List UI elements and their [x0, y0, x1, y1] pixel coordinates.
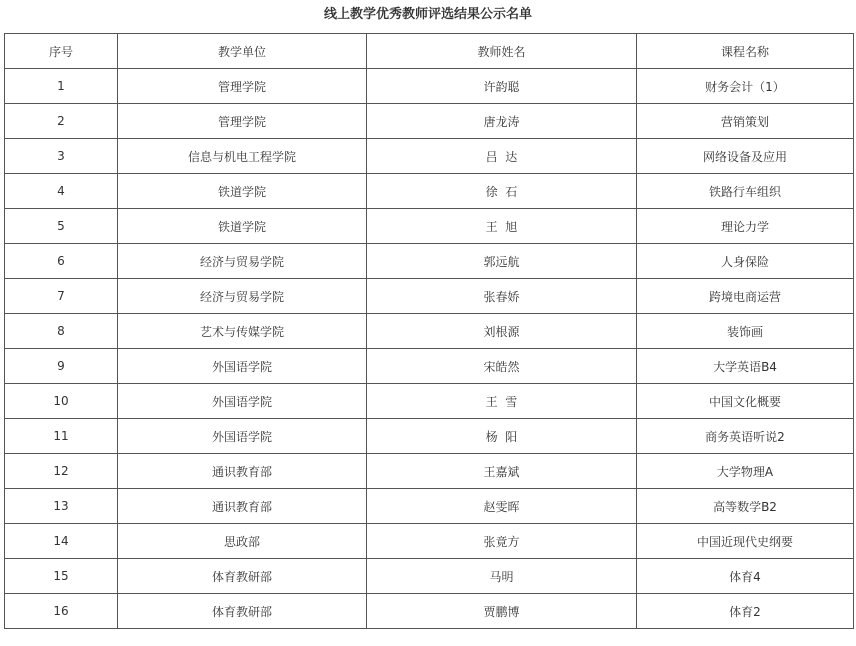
table-header-row [5, 34, 854, 69]
cell-teacher: 王 旭 [367, 209, 637, 244]
cell-course: 人身保险 [637, 244, 854, 279]
cell-index: 13 [5, 489, 118, 524]
cell-department: 铁道学院 [118, 174, 367, 209]
cell-course: 财务会计（1） [637, 69, 854, 104]
cell-index: 10 [5, 384, 118, 419]
header-teacher: 教师姓名 [367, 34, 637, 69]
cell-teacher: 刘根源 [367, 314, 637, 349]
table-row [5, 594, 854, 629]
cell-teacher: 贾鹏博 [367, 594, 637, 629]
results-table [4, 33, 854, 629]
cell-teacher: 赵雯晖 [367, 489, 637, 524]
cell-department: 信息与机电工程学院 [118, 139, 367, 174]
cell-teacher: 张春娇 [367, 279, 637, 314]
cell-teacher: 王嘉斌 [367, 454, 637, 489]
cell-course: 中国文化概要 [637, 384, 854, 419]
cell-department: 经济与贸易学院 [118, 244, 367, 279]
cell-index: 12 [5, 454, 118, 489]
table-row [5, 139, 854, 174]
cell-course: 中国近现代史纲要 [637, 524, 854, 559]
cell-teacher: 唐龙涛 [367, 104, 637, 139]
table-row [5, 314, 854, 349]
table-row [5, 454, 854, 489]
cell-course: 商务英语听说2 [637, 419, 854, 454]
cell-course: 高等数学B2 [637, 489, 854, 524]
cell-course: 网络设备及应用 [637, 139, 854, 174]
cell-course: 大学物理A [637, 454, 854, 489]
cell-department: 管理学院 [118, 104, 367, 139]
cell-index: 8 [5, 314, 118, 349]
cell-index: 11 [5, 419, 118, 454]
cell-teacher: 宋皓然 [367, 349, 637, 384]
cell-course: 营销策划 [637, 104, 854, 139]
table-row [5, 489, 854, 524]
table-row [5, 384, 854, 419]
cell-index: 4 [5, 174, 118, 209]
cell-department: 思政部 [118, 524, 367, 559]
table-row [5, 559, 854, 594]
cell-teacher: 徐 石 [367, 174, 637, 209]
cell-department: 管理学院 [118, 69, 367, 104]
cell-index: 15 [5, 559, 118, 594]
cell-department: 体育教研部 [118, 594, 367, 629]
cell-teacher: 郭远航 [367, 244, 637, 279]
table-row [5, 419, 854, 454]
cell-index: 7 [5, 279, 118, 314]
cell-department: 铁道学院 [118, 209, 367, 244]
cell-course: 跨境电商运营 [637, 279, 854, 314]
cell-department: 艺术与传媒学院 [118, 314, 367, 349]
table-row [5, 69, 854, 104]
cell-course: 体育4 [637, 559, 854, 594]
table-row [5, 104, 854, 139]
cell-teacher: 王 雪 [367, 384, 637, 419]
header-course: 课程名称 [637, 34, 854, 69]
cell-course: 铁路行车组织 [637, 174, 854, 209]
table-row [5, 244, 854, 279]
cell-department: 体育教研部 [118, 559, 367, 594]
cell-course: 理论力学 [637, 209, 854, 244]
cell-teacher: 吕 达 [367, 139, 637, 174]
table-row [5, 174, 854, 209]
cell-department: 通识教育部 [118, 454, 367, 489]
cell-index: 5 [5, 209, 118, 244]
cell-teacher: 马明 [367, 559, 637, 594]
cell-index: 6 [5, 244, 118, 279]
cell-teacher: 许韵聪 [367, 69, 637, 104]
table-row [5, 279, 854, 314]
header-department: 教学单位 [118, 34, 367, 69]
cell-teacher: 张竟方 [367, 524, 637, 559]
page-title: 线上教学优秀教师评选结果公示名单 [323, 7, 532, 22]
cell-teacher: 杨 阳 [367, 419, 637, 454]
cell-index: 14 [5, 524, 118, 559]
header-index: 序号 [5, 34, 118, 69]
cell-department: 经济与贸易学院 [118, 279, 367, 314]
cell-department: 外国语学院 [118, 419, 367, 454]
cell-course: 装饰画 [637, 314, 854, 349]
cell-index: 1 [5, 69, 118, 104]
cell-department: 通识教育部 [118, 489, 367, 524]
cell-index: 9 [5, 349, 118, 384]
cell-course: 大学英语B4 [637, 349, 854, 384]
cell-index: 16 [5, 594, 118, 629]
cell-index: 2 [5, 104, 118, 139]
table-row [5, 209, 854, 244]
cell-department: 外国语学院 [118, 384, 367, 419]
cell-course: 体育2 [637, 594, 854, 629]
table-row [5, 524, 854, 559]
table-row [5, 349, 854, 384]
cell-index: 3 [5, 139, 118, 174]
cell-department: 外国语学院 [118, 349, 367, 384]
